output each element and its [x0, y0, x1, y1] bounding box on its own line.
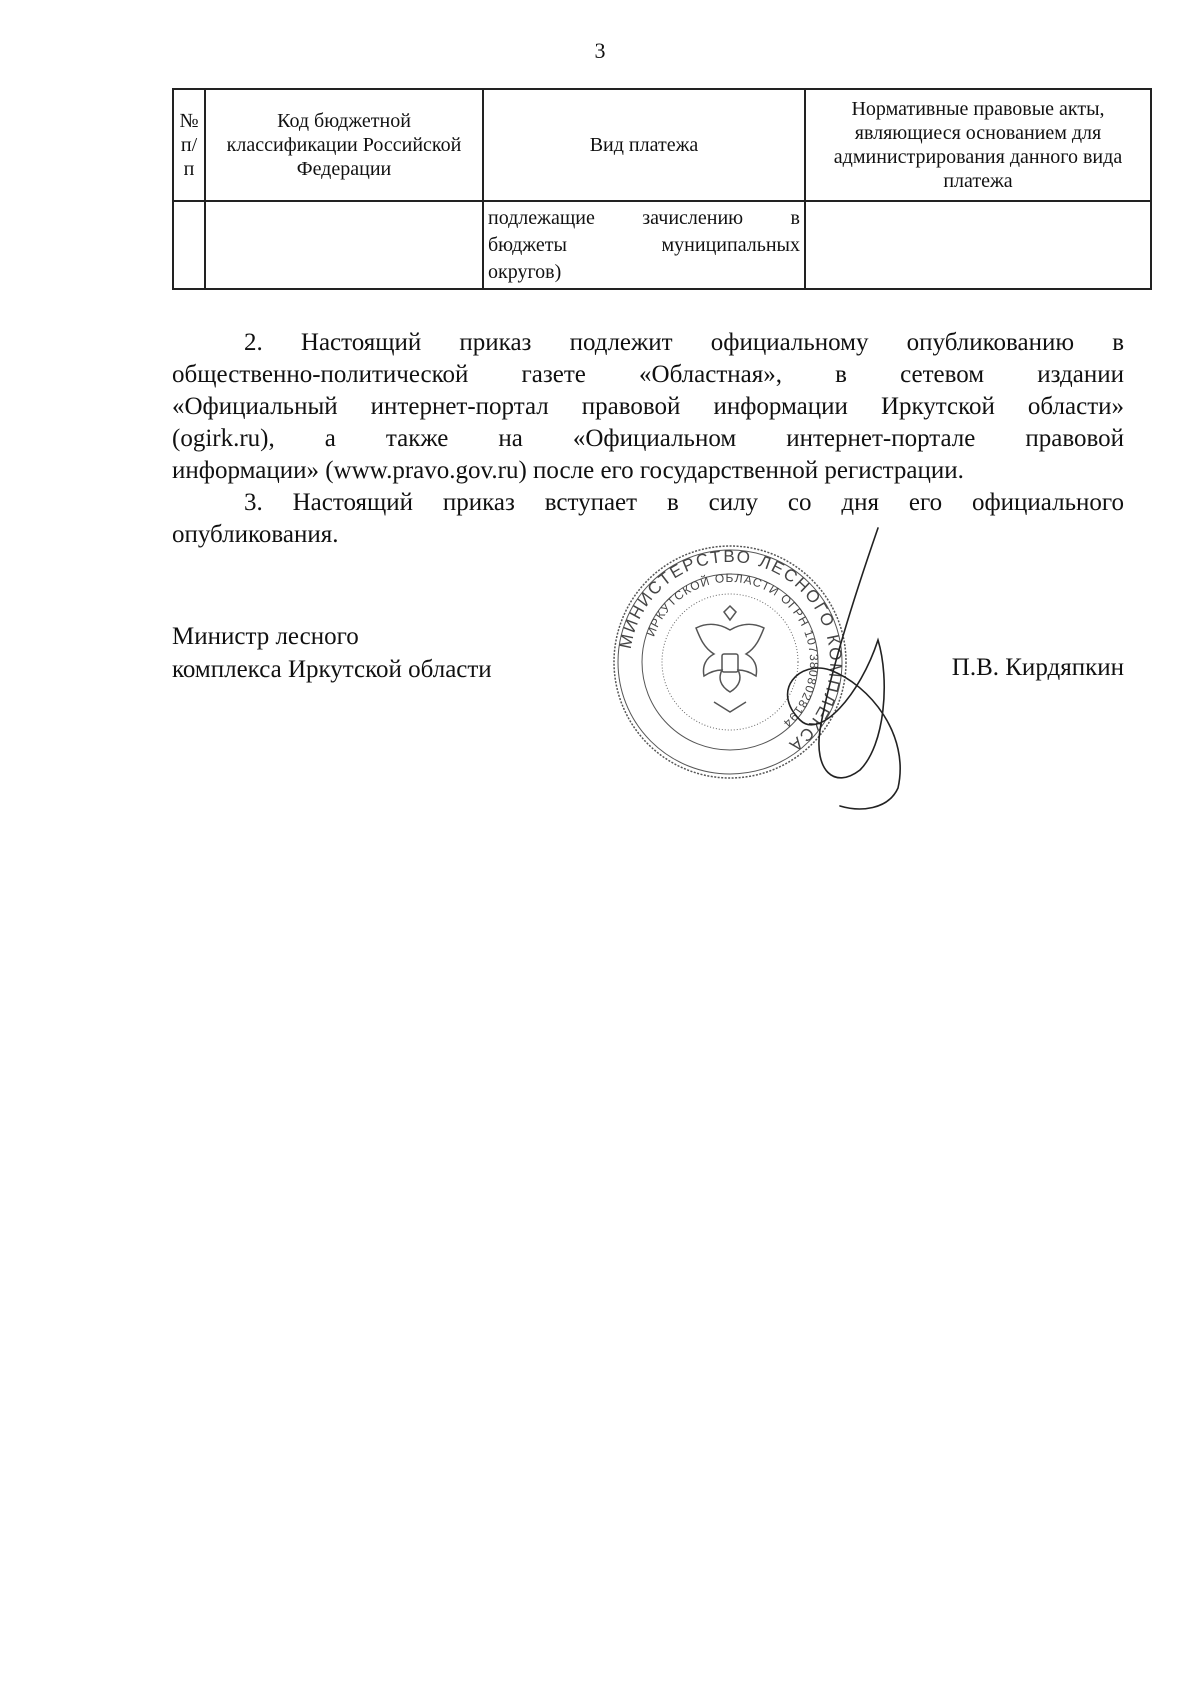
- header-legal-acts: Нормативные правовые акты, являющиеся основанием для администрирования данного вида платежа: [805, 89, 1151, 201]
- header-budget-code: Код бюджетной классификации Российской Федерации: [205, 89, 483, 201]
- signatory-name: П.В. Кирдяпкин: [951, 654, 1124, 681]
- svg-text:МИНИСТЕРСТВО ЛЕСНОГО КОМПЛЕКСА: МИНИСТЕРСТВО ЛЕСНОГО КОМПЛЕКСА: [615, 546, 846, 757]
- signatory-position: [172, 620, 492, 686]
- cell-budget-code: [205, 201, 483, 289]
- cell-number: [173, 201, 205, 289]
- paragraph-line: опубликования.: [172, 521, 339, 548]
- cell-payment-kind: [483, 201, 805, 289]
- cell-payment-kind-line: округов): [488, 260, 562, 283]
- paragraph-line: (ogirk.ru), а также на «Официальном интернет-портале правовой: [172, 425, 1124, 452]
- paragraph-publication: [172, 327, 1124, 487]
- cell-payment-kind-line: подлежащие зачислению в: [488, 206, 800, 229]
- signatory-position-line: комплекса Иркутской области: [172, 656, 492, 683]
- header-number: № п/п: [173, 89, 205, 201]
- table-row: [173, 201, 1151, 289]
- svg-text:ИРКУТСКОЙ ОБЛАСТИ ОГРН 1073808: ИРКУТСКОЙ ОБЛАСТИ ОГРН 1073808028194: [643, 570, 822, 731]
- coat-of-arms-icon: [696, 606, 764, 712]
- paragraph-line: 3. Настоящий приказ вступает в силу со дня его официального: [244, 489, 1124, 516]
- signatory-position-line: Министр лесного: [172, 623, 359, 650]
- paragraph-line: «Официальный интернет-портал правовой информации Иркутской области»: [172, 393, 1124, 420]
- payment-table: [172, 88, 1152, 290]
- page-number: 3: [594, 38, 606, 63]
- table-header-row: [173, 89, 1151, 201]
- cell-legal-acts: [805, 201, 1151, 289]
- cell-payment-kind-line: бюджеты муниципальных: [488, 233, 800, 256]
- handwritten-signature: [760, 520, 920, 820]
- paragraph-line: 2. Настоящий приказ подлежит официальному опубликованию в: [244, 329, 1124, 356]
- header-payment-kind: Вид платежа: [483, 89, 805, 201]
- paragraph-line: информации» (www.pravo.gov.ru) после его государственной регистрации.: [172, 457, 964, 484]
- paragraph-line: общественно-политической газете «Областная», в сетевом издании: [172, 361, 1124, 388]
